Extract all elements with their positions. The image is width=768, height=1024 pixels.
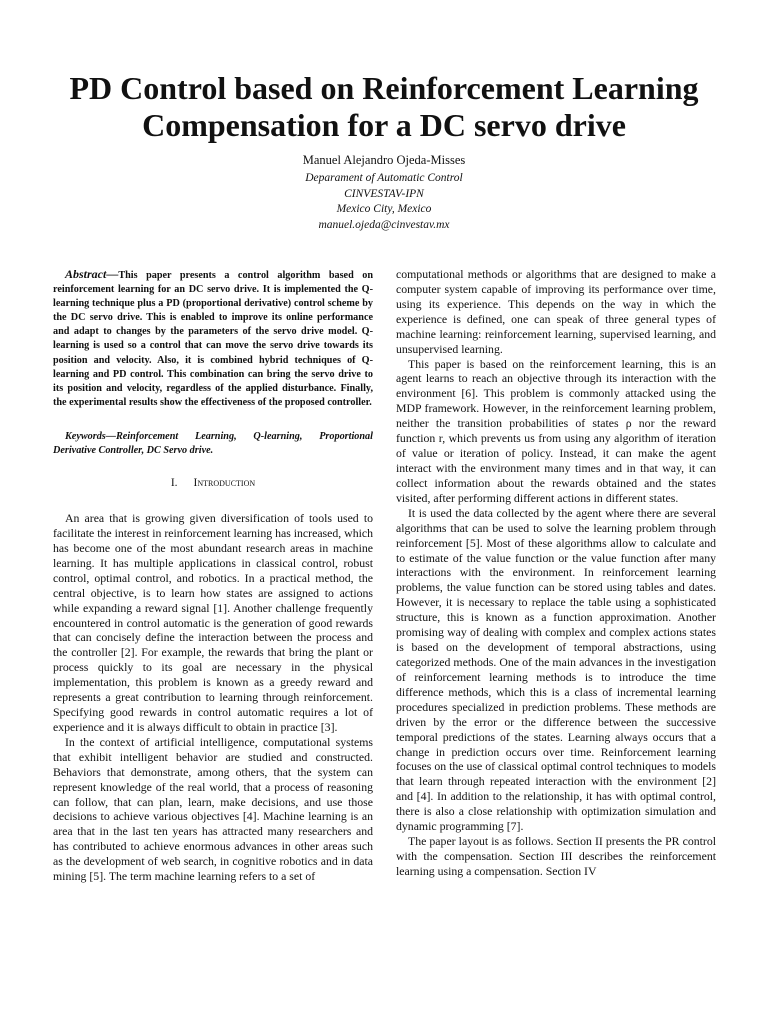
- paragraph: In the context of artificial intelligence, computational systems that exhibit intelligent behavior are studied and constructed. Behaviors that demonstrate, among others, that the system can represent knowledge of the real world, that a process of reasoning can follow, that can plan, learn, make decisions, and use those decisions to achieve various objectives [4]. Machine learning is an area that in the last ten years has attracted many researchers and has contributed to achieve enormous advances in other areas such as the development of web search, in cognitive robotics and in data mining [5]. The term machine learning refers to a set of: [53, 734, 373, 884]
- right-column: [396, 267, 716, 879]
- keywords: Keywords—Reinforcement Learning, Q-learning, Proportional Derivative Controller, DC Servo drive.: [53, 430, 373, 457]
- paragraph: The paper layout is as follows. Section II presents the PR control with the compensation. Section III describes the reinforcement learning using a compensation. Section IV: [396, 834, 716, 878]
- paragraph: This paper is based on the reinforcement learning, this is an agent learns to reach an objective through its interaction with the environment [6]. This problem is commonly attacked using the MDP framework. However, in the reinforcement learning problem, neither the transition probabilities of states ρ nor the reward function r, which prevents us from using any algorithm of iteration of value or iteration of policy. Instead, it can make the agent interact with the environment many times and in that way, it can collect information about the rewards obtained and the states visited, after performing different actions in different states.: [396, 356, 716, 505]
- author-email: manuel.ojeda@cinvestav.mx: [318, 218, 450, 231]
- author-location: Mexico City, Mexico: [336, 203, 432, 216]
- author-department: Deparament of Automatic Control: [305, 172, 463, 185]
- paragraph: computational methods or algorithms that are designed to make a computer system capable of improving its performance over time, using its experience. This depends on the way in which the experience is defined, one can speak of three general types of machine learning: reinforcement learning, supervised learning, and unsupervised learning.: [396, 267, 716, 356]
- author-institution: CINVESTAV-IPN: [344, 187, 424, 200]
- author-name: Manuel Alejandro Ojeda-Misses: [302, 153, 466, 167]
- left-column: [53, 267, 373, 884]
- abstract-text: This paper presents a control algorithm based on reinforcement learning for an DC servo drive. It is implemented the Q-learning technique plus a PD (proportional derivative) control scheme by the DC servo drive. This is enabled to improve its online performance and adapt to changes by the parameters of the servo drive model. Q-learning is used so a control that can move the servo drive towards its position and velocity. Also, it is combined hybrid techniques of Q-learning and PD control. This combination can bring the servo drive to its position and velocity, regardless of the applied disturbance. Finally, the experimental results show the effectiveness of the proposed controller.: [53, 270, 373, 408]
- section-title: Introduction: [193, 477, 256, 490]
- abstract-label: Abstract—: [65, 267, 119, 281]
- abstract: [53, 267, 373, 410]
- paper-title: PD Control based on Reinforcement Learning Compensation for a DC servo drive: [69, 70, 699, 143]
- paragraph: An area that is growing given diversification of tools used to facilitate the interest in reinforcement learning has increased, which has become one of the most abundant research areas in machine learning. It has multiple applications in classical control, robust control, optimal control, and robotics. In a practical method, the central objective, is to learn how states are assigned to actions while expanding a reward signal [1]. Another challenge frequently encountered in control automatic is the generation of good rewards that can concisely define the interaction between the process and the controller [2]. For example, the rewards that bring the plant or process quickly to its goal are necessary in the physical implementation, this problem is known as a greedy reward and represents a great contribution to learning through reinforcement. Specifying good rewards in control automatic requires a lot of experience and it is always difficult to obtain in practice [3].: [53, 511, 374, 734]
- paragraph: It is used the data collected by the agent where there are several algorithms that can be used to solve the learning problem through reinforcement [5]. Most of these algorithms allow to calculate and to estimate of the value function or the value function after many interactions with the environment. In reinforcement learning problems, the value function can be stored using tables and dates. However, it is necessary to replace the table using a sophisticated structure, this is known as a function approximation. Another promising way of dealing with complex and complex actions states is based on the development of temporal abstractions, using categorized methods. One of the main advances in the investigation of reinforcement learning methods is to introduce the time difference methods, which this is a class of incremental learning procedures specialized in prediction problems. These methods are driven by the error or the difference between the successive temporal predictions of the states. Learning always occurs that a change in prediction occurs over time. Reinforcement learning focuses on the use of classical optimal control techniques to models that learn through repeated interaction with the environment [2] and [4]. In addition to the relationship, it has with optimal control, there is also a close relationship with optimization simulation and dynamic programming [7].: [396, 505, 716, 834]
- section-heading: [53, 476, 373, 491]
- author-block: [40, 153, 728, 233]
- section-number: I.: [170, 477, 178, 490]
